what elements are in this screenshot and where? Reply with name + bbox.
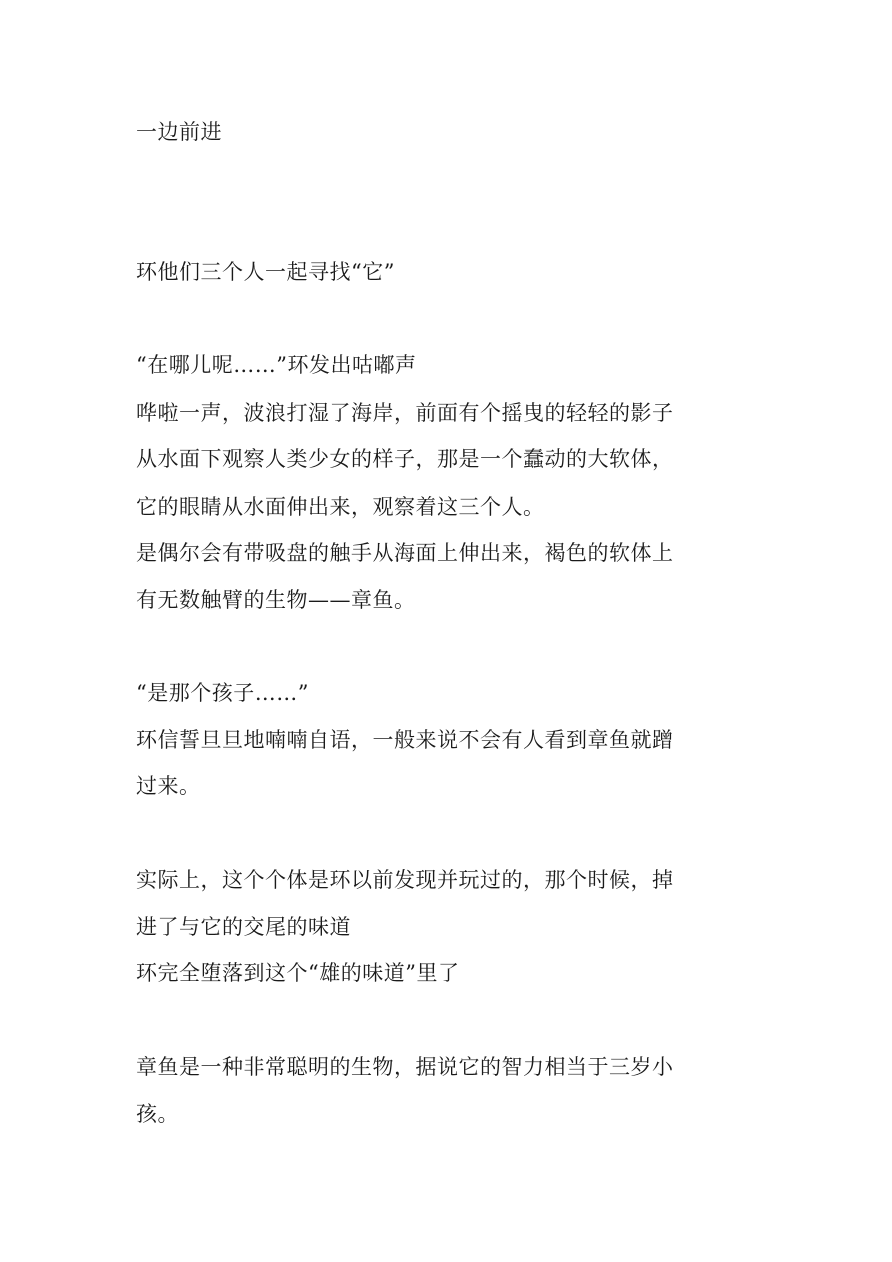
text-line: “在哪儿呢……”环发出咕嘟声 xyxy=(136,353,417,377)
text-line: 有无数触臂的生物——章鱼。 xyxy=(136,588,416,612)
text-line: 孩。 xyxy=(136,1102,179,1126)
text-line: 进了与它的交尾的味道 xyxy=(136,915,351,939)
text-line: “是那个孩子……” xyxy=(136,681,309,705)
text-line: 它的眼睛从水面伸出来，观察着这三个人。 xyxy=(136,495,545,519)
text-line: 过来。 xyxy=(136,774,201,798)
text-line: 从水面下观察人类少女的样子，那是一个蠢动的大软体， xyxy=(136,447,674,471)
text-line: 实际上，这个个体是环以前发现并玩过的，那个时候，掉 xyxy=(136,868,674,892)
text-line: 环他们三个人一起寻找“它” xyxy=(136,260,395,284)
text-line: 哗啦一声，波浪打湿了海岸，前面有个摇曳的轻轻的影子 xyxy=(136,401,674,425)
text-line: 是偶尔会有带吸盘的触手从海面上伸出来，褐色的软体上 xyxy=(136,541,674,565)
text-line: 章鱼是一种非常聪明的生物，据说它的智力相当于三岁小 xyxy=(136,1055,674,1079)
text-line: 一边前进 xyxy=(136,120,222,144)
text-line: 环完全堕落到这个“雄的味道”里了 xyxy=(136,961,460,985)
text-line: 环信誓旦旦地喃喃自语，一般来说不会有人看到章鱼就蹭 xyxy=(136,728,674,752)
